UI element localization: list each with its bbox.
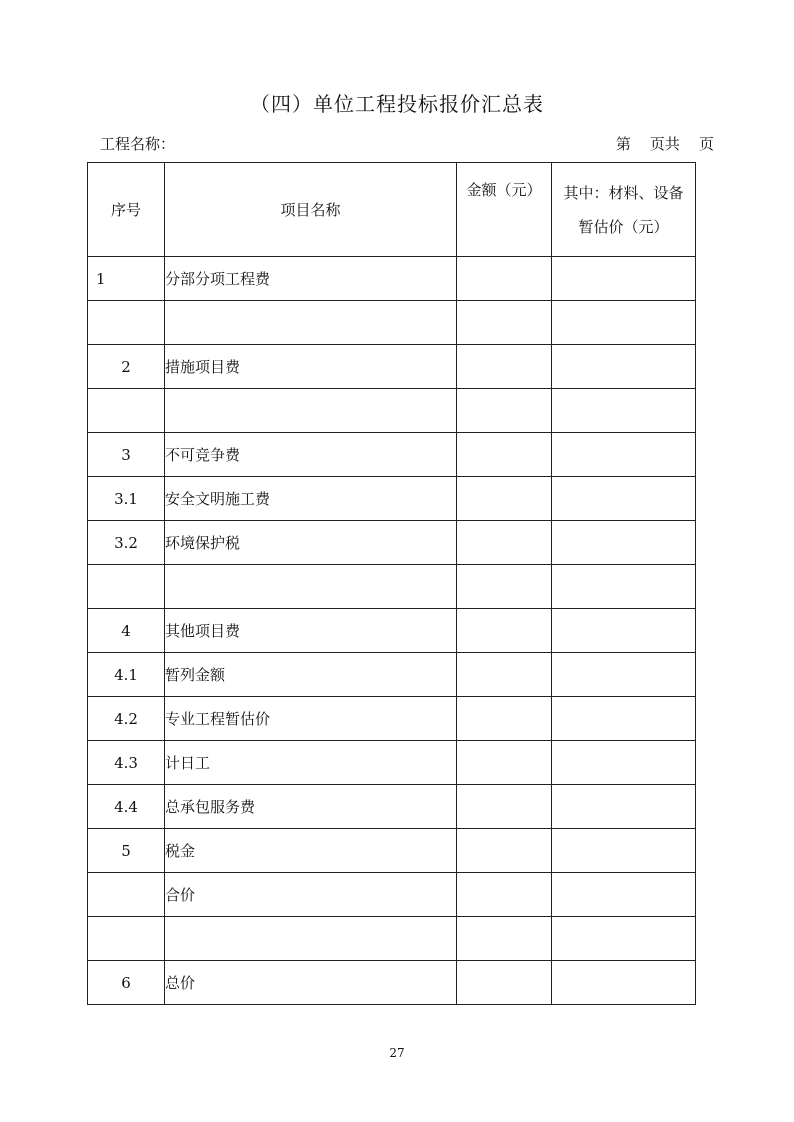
- header-material-estimate: [552, 163, 696, 257]
- row-amount-cell: [457, 653, 552, 697]
- row-item-name: [165, 917, 457, 961]
- row-seq: 4.3: [88, 741, 165, 785]
- row-seq: 4.1: [88, 653, 165, 697]
- row-item-name: 税金: [165, 829, 457, 873]
- row-material-estimate-cell: [552, 521, 696, 565]
- row-material-estimate-cell: [552, 609, 696, 653]
- row-material-estimate-cell: [552, 917, 696, 961]
- table-row: [88, 565, 696, 609]
- table-row: [88, 609, 696, 653]
- row-amount-cell: [457, 741, 552, 785]
- row-item-name: 安全文明施工费: [165, 477, 457, 521]
- row-material-estimate-cell: [552, 873, 696, 917]
- row-item-name: 环境保护税: [165, 521, 457, 565]
- table-row: [88, 829, 696, 873]
- page-number: 27: [389, 1046, 405, 1060]
- row-item-name: 不可竞争费: [165, 433, 457, 477]
- row-seq: [88, 917, 165, 961]
- row-seq: 1: [88, 257, 165, 301]
- row-material-estimate-cell: [552, 829, 696, 873]
- row-item-name: [165, 301, 457, 345]
- project-name-label: 工程名称：: [100, 135, 176, 153]
- row-material-estimate-cell: [552, 477, 696, 521]
- row-item-name: 计日工: [165, 741, 457, 785]
- row-material-estimate-cell: [552, 389, 696, 433]
- row-amount-cell: [457, 565, 552, 609]
- row-seq: 3: [88, 433, 165, 477]
- row-seq: 2: [88, 345, 165, 389]
- header-material-line1: 其中：材料、设备: [563, 183, 684, 202]
- row-seq: [88, 873, 165, 917]
- row-item-name: 分部分项工程费: [165, 257, 457, 301]
- row-seq: 3.1: [88, 477, 165, 521]
- table-row: [88, 477, 696, 521]
- bid-summary-table: [87, 162, 696, 1005]
- row-amount-cell: [457, 917, 552, 961]
- page-info: 第 页共 页: [615, 135, 714, 153]
- row-amount-cell: [457, 433, 552, 477]
- table-header-row: [88, 163, 696, 257]
- table-row: [88, 257, 696, 301]
- row-item-name: 其他项目费: [165, 609, 457, 653]
- table-row: [88, 653, 696, 697]
- row-material-estimate-cell: [552, 741, 696, 785]
- row-material-estimate-cell: [552, 301, 696, 345]
- row-material-estimate-cell: [552, 785, 696, 829]
- row-material-estimate-cell: [552, 433, 696, 477]
- row-seq: [88, 301, 165, 345]
- header-material-line2: 暂估价（元）: [578, 217, 669, 236]
- row-amount-cell: [457, 961, 552, 1005]
- row-amount-cell: [457, 257, 552, 301]
- row-seq: 4.4: [88, 785, 165, 829]
- row-seq: [88, 565, 165, 609]
- table-row: [88, 785, 696, 829]
- table-row: [88, 433, 696, 477]
- row-seq: 4.2: [88, 697, 165, 741]
- table-row: [88, 389, 696, 433]
- table-row: [88, 873, 696, 917]
- table-row: [88, 961, 696, 1005]
- row-seq: 6: [88, 961, 165, 1005]
- row-amount-cell: [457, 785, 552, 829]
- row-amount-cell: [457, 389, 552, 433]
- row-item-name: 合价: [165, 873, 457, 917]
- row-seq: 4: [88, 609, 165, 653]
- table-row: [88, 301, 696, 345]
- row-material-estimate-cell: [552, 653, 696, 697]
- row-amount-cell: [457, 521, 552, 565]
- row-material-estimate-cell: [552, 697, 696, 741]
- row-item-name: 暂列金额: [165, 653, 457, 697]
- table-row: [88, 697, 696, 741]
- row-amount-cell: [457, 477, 552, 521]
- row-material-estimate-cell: [552, 257, 696, 301]
- row-item-name: 措施项目费: [165, 345, 457, 389]
- row-item-name: [165, 565, 457, 609]
- row-amount-cell: [457, 697, 552, 741]
- row-amount-cell: [457, 609, 552, 653]
- row-item-name: 总价: [165, 961, 457, 1005]
- row-material-estimate-cell: [552, 345, 696, 389]
- row-amount-cell: [457, 345, 552, 389]
- row-item-name: 专业工程暂估价: [165, 697, 457, 741]
- row-material-estimate-cell: [552, 565, 696, 609]
- table-row: [88, 917, 696, 961]
- table-row: [88, 521, 696, 565]
- row-seq: 3.2: [88, 521, 165, 565]
- header-amount: 金额（元）: [457, 163, 552, 257]
- page-title: （四）单位工程投标报价汇总表: [250, 92, 544, 116]
- row-seq: 5: [88, 829, 165, 873]
- row-item-name: 总承包服务费: [165, 785, 457, 829]
- header-item-name: 项目名称: [165, 163, 457, 257]
- row-item-name: [165, 389, 457, 433]
- row-seq: [88, 389, 165, 433]
- table-row: [88, 345, 696, 389]
- row-amount-cell: [457, 829, 552, 873]
- table-row: [88, 741, 696, 785]
- header-seq: 序号: [88, 163, 165, 257]
- row-amount-cell: [457, 301, 552, 345]
- row-material-estimate-cell: [552, 961, 696, 1005]
- row-amount-cell: [457, 873, 552, 917]
